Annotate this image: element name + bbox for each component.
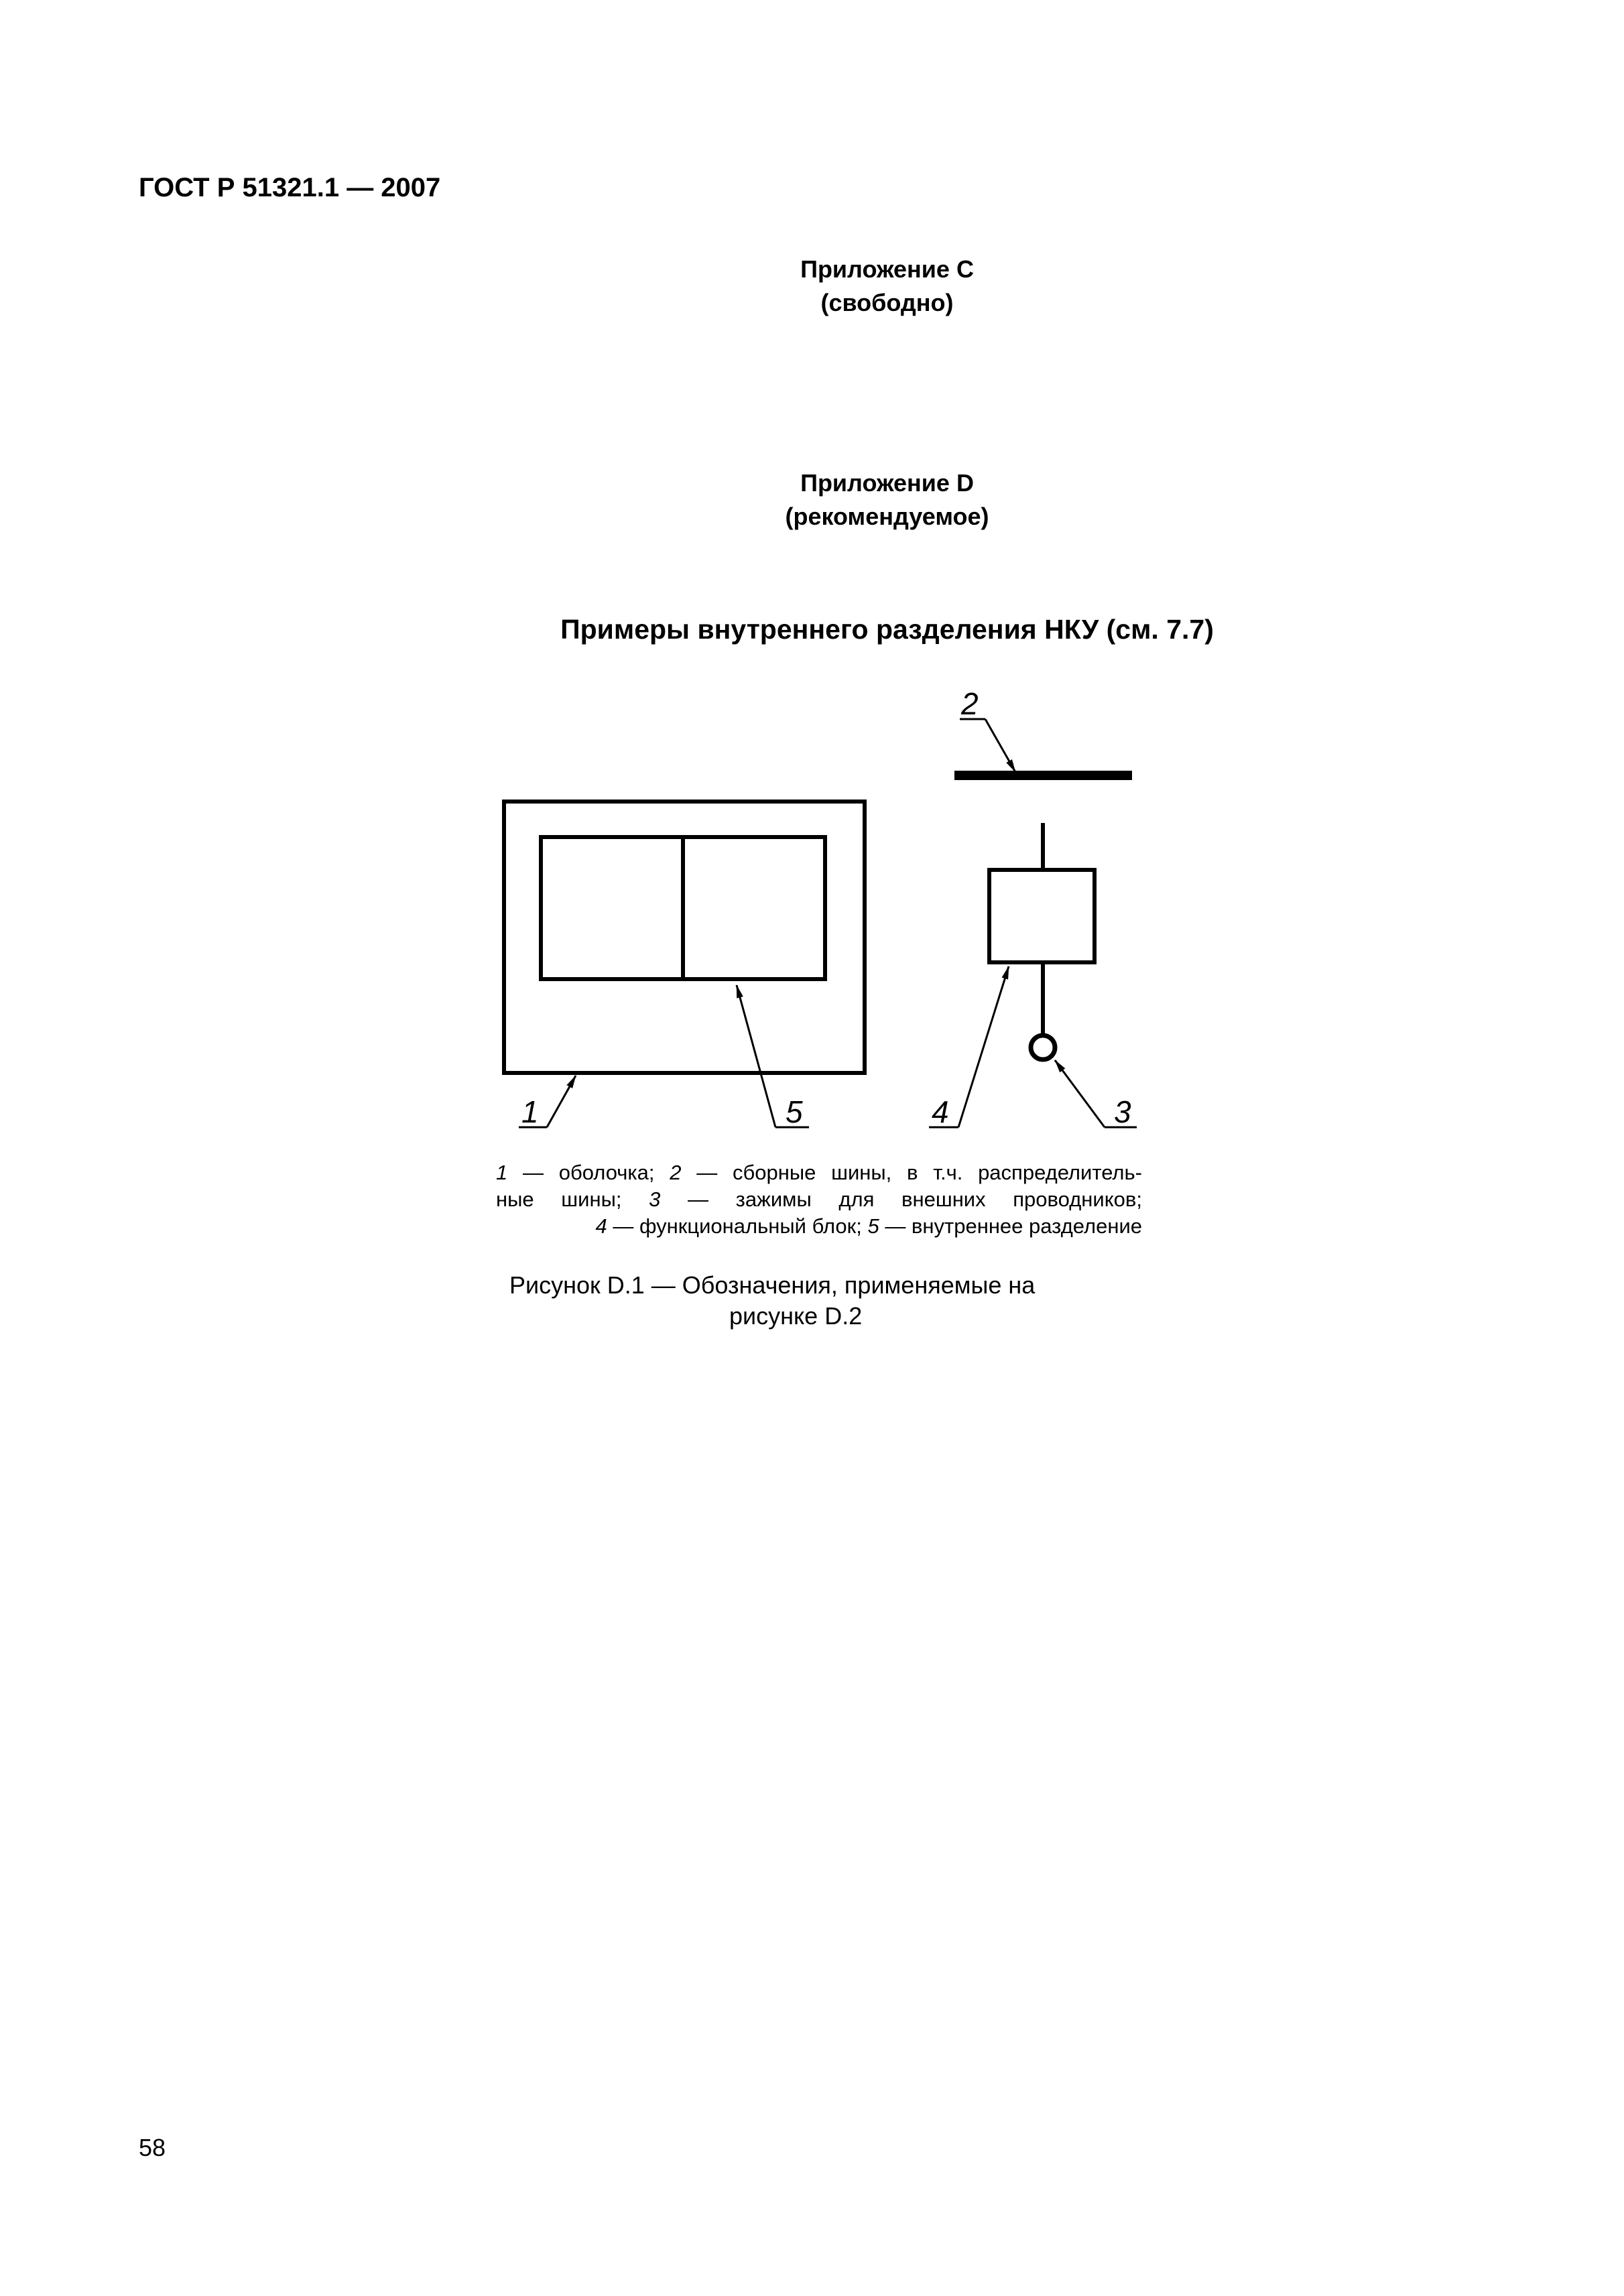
section-title: Примеры внутреннего разделения НКУ (см. 7.7) bbox=[560, 614, 1214, 645]
figure-caption-line-1: Рисунок D.1 — Обозначения, применяемые на bbox=[509, 1271, 1036, 1299]
leader-4-arrow bbox=[958, 966, 1009, 1127]
annex-c-title: Приложение С bbox=[800, 255, 974, 283]
annex-d-status: (рекомендуемое) bbox=[785, 503, 989, 530]
label-2: 2 bbox=[961, 686, 979, 721]
annex-c-status: (свободно) bbox=[820, 289, 954, 316]
legend-line-2: ные шины; 3 — зажимы для внешних проводников; bbox=[496, 1188, 1142, 1211]
compartment-left bbox=[541, 837, 683, 979]
figure-caption bbox=[509, 1270, 1139, 1332]
leader-1-arrow bbox=[547, 1076, 576, 1127]
legend-line-1: 1 — оболочка; 2 — сборные шины, в т.ч. распределитель- bbox=[496, 1161, 1142, 1184]
label-3: 3 bbox=[1114, 1094, 1131, 1129]
leader-2-arrow bbox=[985, 719, 1015, 772]
leader-3-arrow bbox=[1055, 1060, 1105, 1127]
functional-unit-symbol bbox=[989, 870, 1095, 962]
legend-line-3: 4 — функциональный блок; 5 — внутреннее разделение bbox=[595, 1214, 1142, 1238]
leader-5-arrow bbox=[737, 985, 775, 1127]
label-1: 1 bbox=[521, 1094, 539, 1129]
terminal-symbol bbox=[1031, 1035, 1055, 1060]
document-header: ГОСТ Р 51321.1 — 2007 bbox=[139, 173, 441, 202]
figure-legend bbox=[496, 1159, 1142, 1240]
busbar-symbol bbox=[954, 771, 1132, 780]
compartment-right bbox=[683, 837, 825, 979]
label-5: 5 bbox=[786, 1094, 803, 1129]
label-4: 4 bbox=[932, 1094, 949, 1129]
page-number: 58 bbox=[139, 2134, 166, 2161]
annex-d-title: Приложение D bbox=[800, 469, 974, 497]
figure-caption-line-2: рисунке D.2 bbox=[729, 1302, 863, 1330]
